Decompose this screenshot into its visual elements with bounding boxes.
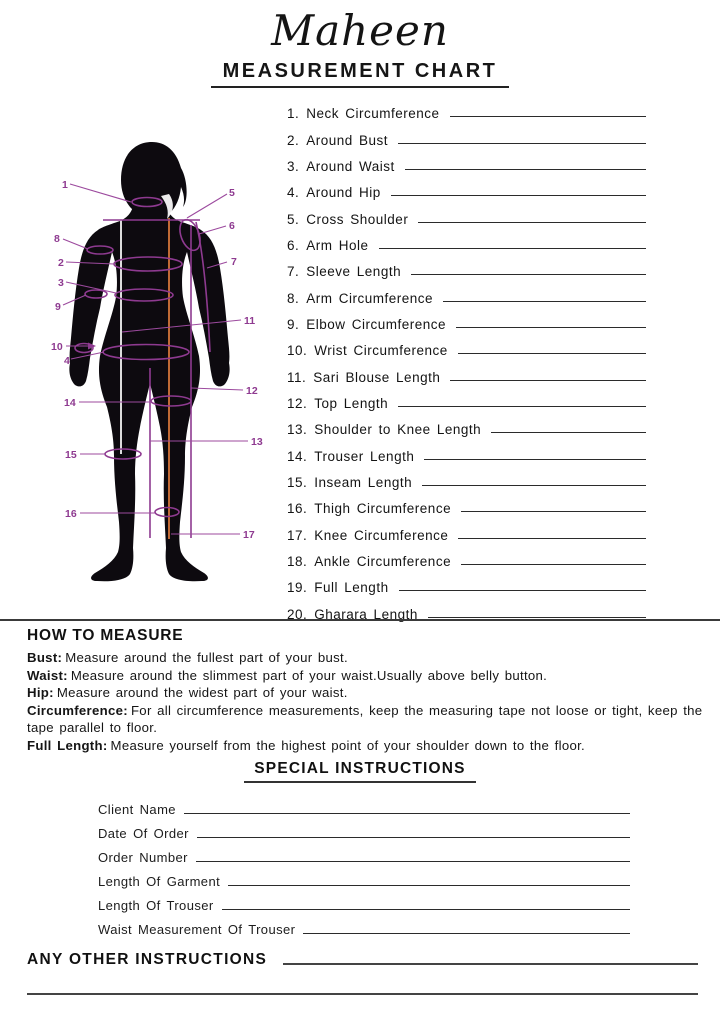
any-other-instructions-label: ANY OTHER INSTRUCTIONS	[27, 951, 268, 968]
measurement-row	[287, 178, 648, 204]
field-label: Date Of Order	[98, 826, 189, 841]
figure-label-13: 13	[251, 436, 263, 448]
measurement-number: 2.	[287, 132, 300, 148]
measurement-number: 12.	[287, 395, 308, 411]
field-blank-line	[196, 861, 630, 862]
measurement-blank-line	[461, 564, 646, 565]
measurement-blank-line	[379, 248, 646, 249]
measurement-row	[287, 547, 648, 573]
field-label: Waist Measurement Of Trouser	[98, 922, 296, 937]
definition-term: Circumference:	[27, 702, 128, 718]
measurement-number: 16.	[287, 501, 308, 517]
measurement-row	[287, 125, 648, 151]
how-to-measure-heading: HOW TO MEASURE	[27, 627, 184, 644]
definition-term: Full Length:	[27, 737, 108, 753]
figure-label-3: 3	[58, 277, 64, 289]
figure-label-10: 10	[51, 341, 63, 353]
field-blank-line	[303, 933, 630, 934]
measurement-blank-line	[458, 353, 646, 354]
definition-waist	[27, 667, 705, 685]
measurement-label: Top Length	[314, 395, 389, 411]
measurement-label: Wrist Circumference	[314, 343, 448, 359]
measurement-number: 1.	[287, 106, 300, 122]
measurement-row	[287, 599, 648, 625]
any-other-instructions-row	[27, 951, 698, 971]
page-title-wrap	[0, 60, 720, 88]
definition-circumference	[27, 702, 705, 737]
measurement-row	[287, 99, 648, 125]
measurement-blank-line	[461, 511, 646, 512]
measurement-label: Sleeve Length	[306, 264, 402, 280]
measurement-number: 3.	[287, 158, 300, 174]
section-divider	[0, 619, 720, 621]
measurement-number: 17.	[287, 527, 308, 543]
measurement-number: 7.	[287, 264, 300, 280]
form-field-row	[98, 916, 630, 940]
figure-label-1: 1	[62, 179, 68, 191]
measurement-label: Cross Shoulder	[306, 211, 409, 227]
body-measurement-figure	[30, 140, 280, 610]
measurement-number: 18.	[287, 553, 308, 569]
measurement-row	[287, 336, 648, 362]
measurement-number: 8.	[287, 290, 300, 306]
figure-label-5: 5	[229, 187, 235, 199]
definition-text: Measure around the fullest part of your bust.	[65, 650, 348, 665]
measurement-label: Arm Circumference	[306, 290, 434, 306]
measurement-blank-line	[428, 617, 646, 618]
body-silhouette-diagram	[30, 140, 280, 610]
leader-12	[191, 388, 243, 390]
form-field-row	[98, 796, 630, 820]
figure-label-11: 11	[244, 315, 256, 327]
definition-text: Measure around the widest part of your waist.	[56, 685, 348, 701]
bottom-blank-line	[27, 993, 698, 995]
measurement-number: 19.	[287, 580, 308, 596]
figure-label-15: 15	[65, 449, 77, 461]
measurement-row	[287, 468, 648, 494]
leader-5	[187, 194, 227, 218]
definition-text: Measure around the slimmest part of your waist.Usually above belly button.	[70, 667, 548, 683]
measurement-blank-line	[411, 274, 646, 275]
measurement-label: Gharara Length	[314, 606, 418, 622]
measurement-row	[287, 283, 648, 309]
any-other-instructions-blank-line	[283, 963, 698, 965]
definition-text: For all circumference measurements, keep the measuring tape not loose or tight, keep the tape parallel to floor.	[27, 702, 703, 736]
field-blank-line	[197, 837, 630, 838]
field-label: Length Of Garment	[98, 874, 221, 889]
measurement-label: Sari Blouse Length	[313, 369, 441, 385]
definition-hip	[27, 684, 705, 702]
measurement-row	[287, 415, 648, 441]
measurement-blank-line	[398, 406, 646, 407]
figure-label-16: 16	[65, 508, 77, 520]
figure-label-7: 7	[231, 256, 237, 268]
brand-logo: Maheen	[271, 6, 449, 55]
field-blank-line	[228, 885, 630, 886]
measurement-row	[287, 520, 648, 546]
figure-label-4: 4	[64, 355, 70, 367]
measurement-label: Full Length	[314, 580, 389, 596]
measurement-number: 15.	[287, 474, 308, 490]
measurement-label: Ankle Circumference	[314, 553, 452, 569]
measurement-number: 9.	[287, 316, 300, 332]
definition-term: Bust:	[27, 650, 63, 665]
measurement-row	[287, 152, 648, 178]
measurement-row	[287, 204, 648, 230]
measurement-label: Neck Circumference	[306, 106, 440, 122]
measurement-row	[287, 441, 648, 467]
measurement-label: Knee Circumference	[314, 527, 449, 543]
special-instructions-heading: SPECIAL INSTRUCTIONS	[244, 760, 475, 783]
measurement-row	[287, 389, 648, 415]
measurement-blank-line	[399, 590, 646, 591]
measurement-row	[287, 494, 648, 520]
measurement-label: Arm Hole	[306, 237, 369, 253]
measurement-label: Around Hip	[306, 185, 381, 201]
measurement-blank-line	[398, 143, 646, 144]
measurement-blank-line	[418, 222, 646, 223]
form-field-row	[98, 868, 630, 892]
measurement-row	[287, 573, 648, 599]
measurement-blank-line	[450, 116, 646, 117]
definition-text: Measure yourself from the highest point of your shoulder down to the floor.	[110, 737, 586, 753]
field-label: Length Of Trouser	[98, 898, 214, 913]
measurement-blank-line	[391, 195, 646, 196]
measurement-label: Elbow Circumference	[306, 316, 447, 332]
page-title: MEASUREMENT CHART	[211, 60, 510, 88]
field-label: Order Number	[98, 850, 188, 865]
measurement-label: Around Bust	[306, 132, 389, 148]
measurement-blank-line	[405, 169, 646, 170]
definition-term: Hip:	[27, 685, 54, 701]
special-instructions-fields	[98, 796, 630, 940]
measurement-label: Shoulder to Knee Length	[314, 422, 482, 438]
measurement-label: Around Waist	[306, 158, 395, 174]
measurement-blank-line	[450, 380, 646, 381]
field-blank-line	[184, 813, 630, 814]
figure-label-14: 14	[64, 397, 76, 409]
measurement-row	[287, 362, 648, 388]
measurement-number: 5.	[287, 211, 300, 227]
measurement-row	[287, 231, 648, 257]
definition-term: Waist:	[27, 667, 68, 683]
measurement-blank-line	[456, 327, 646, 328]
measurement-number: 14.	[287, 448, 308, 464]
measurement-row	[287, 310, 648, 336]
measurement-number: 6.	[287, 237, 300, 253]
measurement-label: Trouser Length	[314, 448, 415, 464]
definition-full-length	[27, 737, 705, 755]
measurement-number: 13.	[287, 422, 308, 438]
measurement-row	[287, 257, 648, 283]
form-field-row	[98, 820, 630, 844]
figure-label-9: 9	[55, 301, 61, 313]
measurement-blank-line	[491, 432, 646, 433]
measurement-number: 11.	[287, 369, 307, 385]
figure-label-6: 6	[229, 220, 235, 232]
form-field-row	[98, 844, 630, 868]
measurement-blank-line	[458, 538, 646, 539]
leader-6	[199, 226, 226, 234]
figure-label-8: 8	[54, 233, 60, 245]
measurement-label: Thigh Circumference	[314, 501, 452, 517]
definition-bust	[27, 649, 705, 667]
measurement-blank-line	[443, 301, 646, 302]
figure-label-2: 2	[58, 257, 64, 269]
leader-8	[63, 239, 88, 249]
form-field-row	[98, 892, 630, 916]
measurement-number: 10.	[287, 343, 308, 359]
measurement-label: Inseam Length	[314, 474, 413, 490]
measurement-number: 20.	[287, 606, 308, 622]
field-blank-line	[222, 909, 630, 910]
measurement-list	[287, 99, 648, 626]
measurement-blank-line	[424, 459, 646, 460]
figure-label-17: 17	[243, 529, 255, 541]
measurement-number: 4.	[287, 185, 300, 201]
measurement-blank-line	[422, 485, 646, 486]
figure-label-12: 12	[246, 385, 258, 397]
special-instructions-heading-wrap	[0, 760, 720, 783]
field-label: Client Name	[98, 802, 176, 817]
how-to-measure-body	[27, 649, 705, 755]
